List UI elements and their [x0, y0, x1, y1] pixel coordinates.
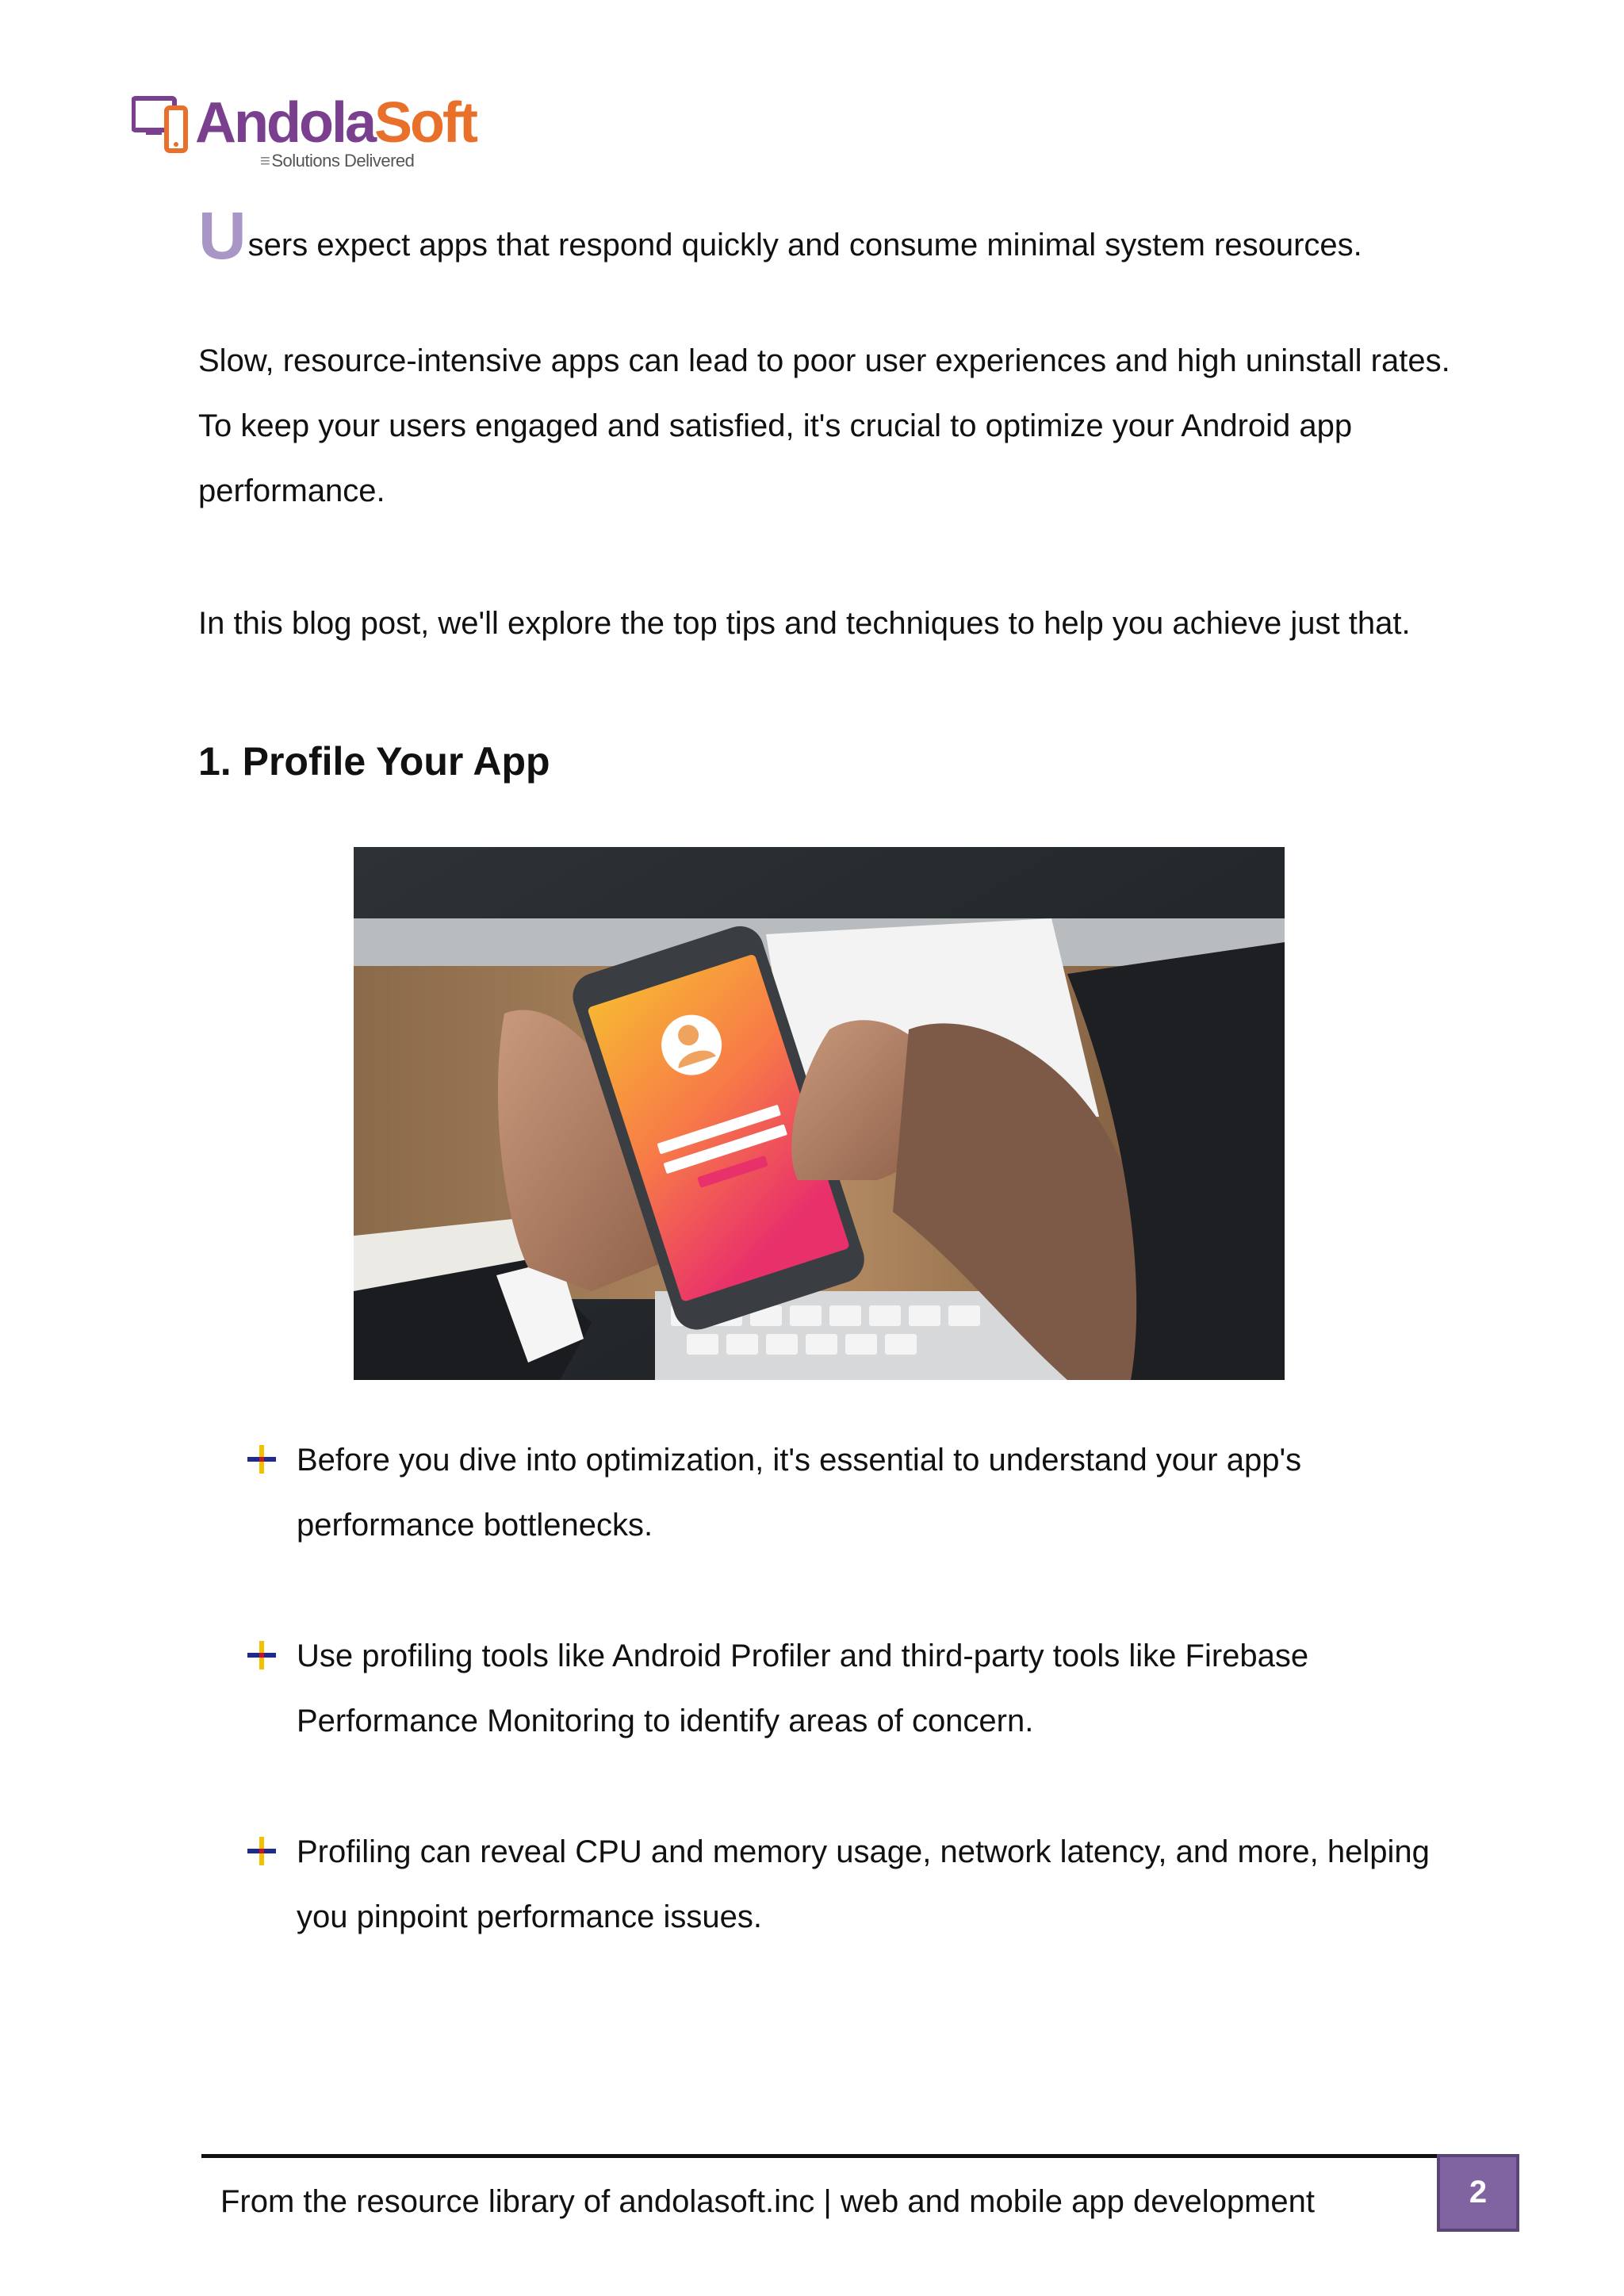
company-logo [132, 87, 476, 174]
list-item [246, 1819, 1435, 1949]
intro-paragraph [198, 198, 1467, 273]
page-number: 2 [1437, 2154, 1519, 2232]
tips-list [246, 1428, 1435, 2015]
arrow-bullet-icon [246, 1835, 278, 1867]
photo-illustration [354, 847, 1285, 1380]
paragraph-slow-apps: Slow, resource-intensive apps can lead to poor user experiences and high uninstall rates. To keep your users engaged and satisfied, it's crucial to optimize your Android app performance. [198, 343, 1450, 508]
arrow-bullet-icon [246, 1639, 278, 1671]
intro-text: sers expect apps that respond quickly and consume minimal system resources. [247, 228, 1362, 263]
devices-logo-icon [132, 94, 189, 155]
logo-wordmark [195, 87, 476, 159]
paragraph-blog-intro: In this blog post, we'll explore the top tips and techniques to help you achieve just that. [198, 606, 1411, 641]
list-item [246, 1623, 1435, 1754]
bullet-text: Use profiling tools like Android Profiler and third-party tools like Firebase Performance Monitoring to identify areas of concern. [297, 1639, 1309, 1738]
arrow-bullet-icon [246, 1443, 278, 1475]
drop-cap: U [198, 198, 247, 273]
logo-wordmark-primary: Andola [195, 91, 374, 155]
section-heading: 1. Profile Your App [198, 739, 550, 784]
footer-divider [201, 2154, 1438, 2158]
logo-tagline: ≡ Solutions Delivered [260, 151, 414, 171]
smartphone-login-photo [354, 847, 1285, 1380]
footer-text: From the resource library of andolasoft.inc | web and mobile app development [220, 2184, 1316, 2219]
bullet-text: Profiling can reveal CPU and memory usage, network latency, and more, helping you pinpoint performance issues. [297, 1834, 1430, 1934]
list-item [246, 1428, 1435, 1558]
bullet-text: Before you dive into optimization, it's essential to understand your app's performance bottlenecks. [297, 1443, 1302, 1543]
logo-wordmark-secondary: Soft [373, 91, 476, 155]
